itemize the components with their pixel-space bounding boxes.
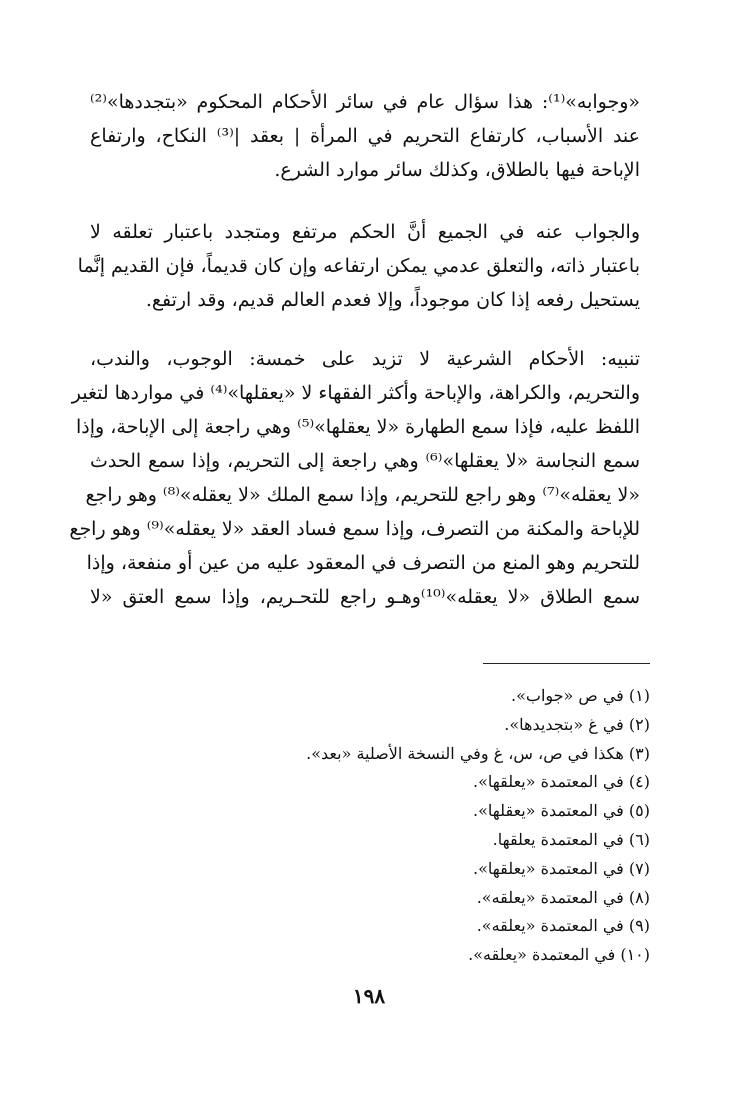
footnote: (٢) في غ «بتجديدها». [504, 714, 650, 734]
footnote: (١) في ص «جواب». [511, 686, 650, 705]
text-line: للإباحة والمكنة من التصرف، وإذا سمع فساد العقد «لا يعقله»⁽⁹⁾ وهو راجع [69, 518, 640, 540]
text-line: سمع الطلاق «لا يعقله»⁽¹⁰⁾وهـو راجع للتحـريم، وإذا سمع العتق «لا [90, 586, 640, 608]
text-line: «وجوابه»⁽¹⁾: هذا سؤال عام في سائر الأحكام المحكوم «بتجددها»⁽²⁾ [90, 91, 640, 113]
page-number: ١٩٨ [352, 984, 386, 1008]
footnote: (٣) هكذا في ص، س، غ وفي النسخة الأصلية «بعد». [306, 743, 650, 763]
text-line: والتحريم، والكراهة، والإباحة وأكثر الفقهاء لا «يعقلها»⁽⁴⁾ في مواردها لتغير [71, 382, 640, 404]
paragraph-answer [90, 85, 640, 187]
footnote: (١٠) في المعتمدة «يعلقه». [468, 945, 650, 965]
text-line: سمع النجاسة «لا يعقلها»⁽⁶⁾ وهي راجعة إلى التحريم، وإذا سمع الحدث [90, 450, 640, 472]
footnote: (٨) في المعتمدة «يعلقه». [476, 887, 650, 907]
footnote: (٥) في المعتمدة «يعقلها». [473, 801, 650, 821]
paragraph-note [69, 342, 640, 614]
text-line: والجواب عنه في الجميع أنَّ الحكم مرتفع ومتجدد باعتبار تعلقه لا [90, 221, 640, 243]
text-line: يستحيل رفعه إذا كان موجوداً، وإلا فعدم العالم قديم، وقد ارتفع. [145, 289, 640, 311]
text-line: عند الأسباب، كارتفاع التحريم في المرأة | بعقد |⁽³⁾ النكاح، وارتفاع [90, 125, 640, 147]
text-line: باعتبار ذاته، والتعلق عدمي يمكن ارتفاعه وإن كان قديماً، فإن القديم إنَّما [77, 255, 640, 277]
text-line: «لا يعقله»⁽⁷⁾ وهو راجع للتحريم، وإذا سمع الملك «لا يعقله»⁽⁸⁾ وهو راجع [85, 484, 640, 506]
text-line: اللفظ عليه، فإذا سمع الطهارة «لا يعقلها»⁽⁵⁾ وهي راجعة إلى الإباحة، وإذا [76, 416, 640, 438]
text-line: للتحريم وهو المنع من التصرف في المعقود عليه من عين أو منفعة، وإذا [86, 552, 640, 574]
footnote: (٤) في المعتمدة «يعلقها». [473, 772, 650, 792]
footnote: (٧) في المعتمدة «يعلقها». [473, 858, 650, 878]
footnote: (٩) في المعتمدة «يعلقه». [476, 916, 650, 936]
footnote: (٦) في المعتمدة يعلقها. [492, 829, 650, 849]
paragraph-reply [77, 215, 640, 317]
text-line: الإباحة فيها بالطلاق، وكذلك سائر موارد الشرع. [274, 159, 640, 181]
footnotes [130, 682, 650, 970]
text-line: تنبيه: الأحكام الشرعية لا تزيد على خمسة: الوجوب، والندب، [90, 348, 640, 370]
footnote-separator [483, 663, 650, 664]
